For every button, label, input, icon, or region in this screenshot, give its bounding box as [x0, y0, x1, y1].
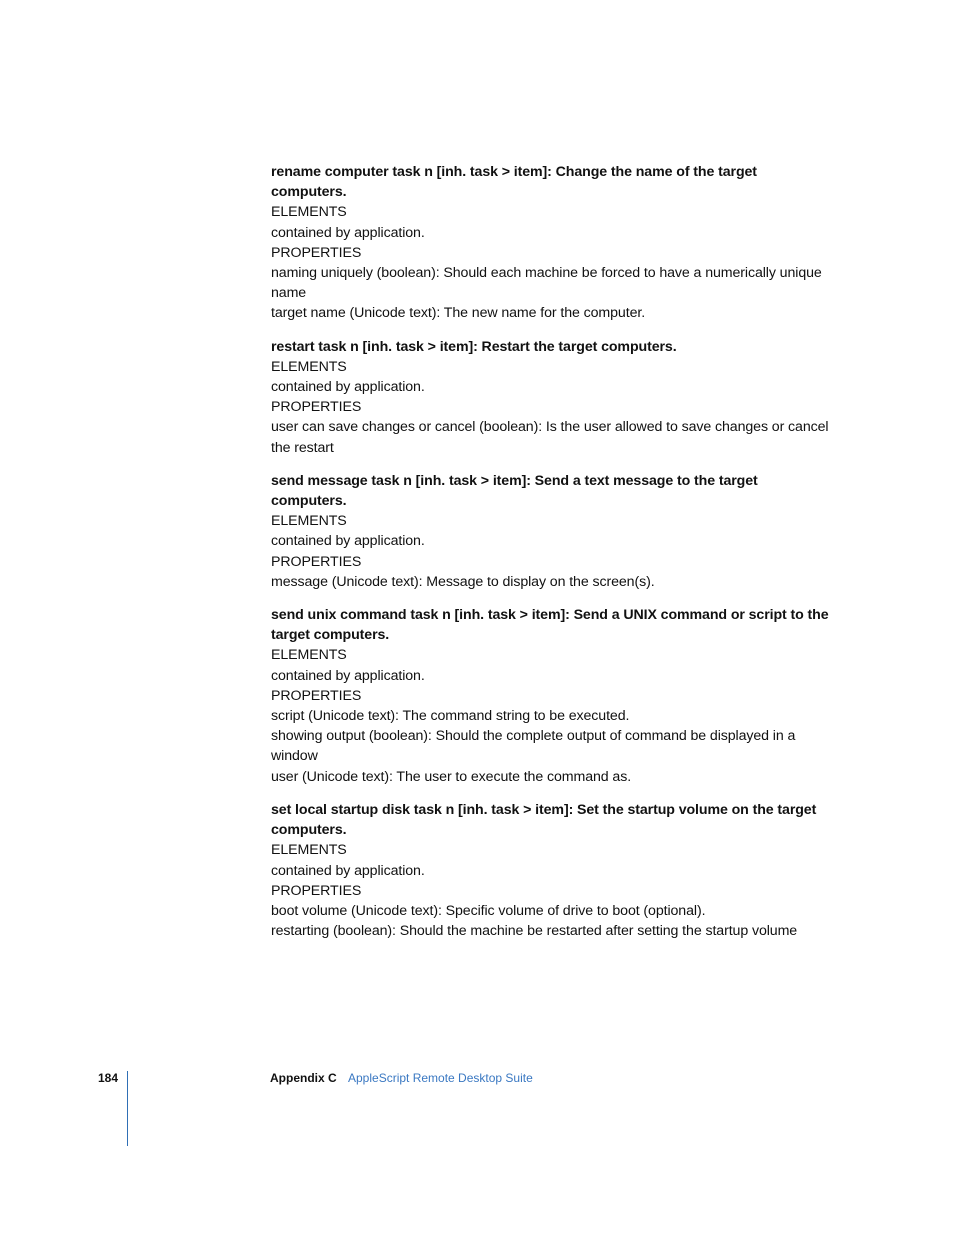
- elements-value: contained by application.: [271, 667, 425, 684]
- entry-heading: rename computer task n [inh. task > item]: Change the name of the target computers.: [271, 164, 757, 201]
- properties-label: PROPERTIES: [271, 882, 362, 899]
- elements-label: ELEMENTS: [271, 204, 347, 221]
- entry-restart-task: [271, 337, 831, 458]
- properties-label: PROPERTIES: [271, 399, 362, 416]
- entry-heading: set local startup disk task n [inh. task > item]: Set the startup volume on the target computers.: [271, 801, 817, 839]
- elements-label: ELEMENTS: [271, 842, 347, 859]
- property-line: showing output (boolean): Should the complete output of command be displayed in a window: [271, 728, 796, 765]
- properties-label: PROPERTIES: [271, 553, 362, 570]
- properties-label: PROPERTIES: [271, 687, 362, 704]
- elements-label: ELEMENTS: [271, 647, 347, 664]
- property-line: user can save changes or cancel (boolean): Is the user allowed to save changes or cancel the restart: [271, 419, 829, 456]
- elements-value: contained by application.: [271, 224, 425, 241]
- document-body: [271, 162, 831, 941]
- elements-value: contained by application.: [271, 533, 425, 550]
- property-line: naming uniquely (boolean): Should each machine be forced to have a numerically unique name: [271, 265, 822, 302]
- page-number: 184: [98, 1071, 119, 1085]
- property-line: user (Unicode text): The user to execute the command as.: [271, 768, 632, 785]
- entry-rename-computer-task: [271, 162, 831, 324]
- footer-divider: [127, 1071, 128, 1146]
- elements-label: ELEMENTS: [271, 358, 347, 375]
- entry-heading: send unix command task n [inh. task > item]: Send a UNIX command or script to the target computers.: [271, 607, 829, 644]
- appendix-label: Appendix C: [270, 1071, 337, 1085]
- entry-heading: restart task n [inh. task > item]: Restart the target computers.: [271, 338, 677, 355]
- entry-send-unix-command-task: [271, 605, 831, 787]
- properties-label: PROPERTIES: [271, 244, 362, 261]
- property-line: message (Unicode text): Message to display on the screen(s).: [271, 573, 655, 590]
- elements-label: ELEMENTS: [271, 513, 347, 530]
- property-line: script (Unicode text): The command string to be executed.: [271, 708, 630, 725]
- elements-value: contained by application.: [271, 862, 425, 879]
- property-line: boot volume (Unicode text): Specific volume of drive to boot (optional).: [271, 902, 706, 919]
- elements-value: contained by application.: [271, 379, 425, 396]
- entry-set-local-startup-disk-task: [271, 800, 831, 941]
- entry-heading: send message task n [inh. task > item]: Send a text message to the target computers.: [271, 472, 758, 510]
- chapter-title: AppleScript Remote Desktop Suite: [348, 1071, 533, 1085]
- property-line: target name (Unicode text): The new name for the computer.: [271, 305, 646, 322]
- entry-send-message-task: [271, 471, 831, 592]
- property-line: restarting (boolean): Should the machine be restarted after setting the startup volume: [271, 923, 798, 940]
